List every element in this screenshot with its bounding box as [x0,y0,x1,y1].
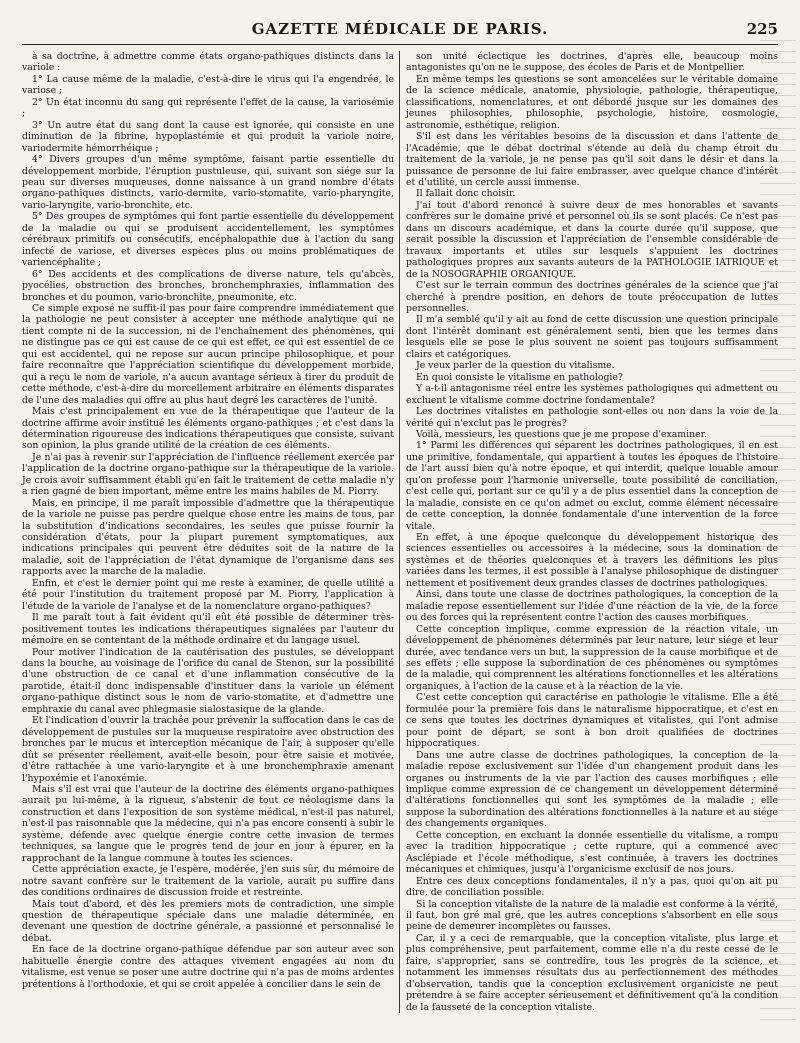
paragraph: Il me paraît tout à fait évident qu'il eût été possible de déterminer très-positivement toutes les indications thérapeutiques signalées par l'auteur du mémoire en se contentant de la méthode ordinaire et du langage usuel. [22,612,394,647]
paragraph: Cette conception implique, comme expression de la réaction vitale, un développement de phénomènes déterminés par leur nature, leur siége et leur durée, avec tendance vers un but, la suppression de la cause morbifique et de ses effets ; elle suppose la subordination de ces phénomènes ou symptômes de la maladie, qui comprennent les altérations fonctionnelles et les altérations organiques, à l'action de la cause et à la réaction de la vie. [406,623,778,692]
paragraph: Cette conception, en excluant la donnée essentielle du vitalisme, a rompu avec la tradition hippocratique ; cette rupture, qui a commencé avec Asclépiade et l'école méthodique, s'est continuée, à travers les doctrines mécaniques et chimiques, jusqu'à l'organicisme exclusif de nos jours. [406,829,778,876]
paragraph: Mais s'il est vrai que l'auteur de la doctrine des éléments organo-pathiques aurait pu lui-même, à la rigueur, s'abstenir de tout ce néologisme dans la construction et dans l'exposition de son système médical, n'est-il pas naturel, n'est-il pas raisonnable que la médecine, qui n'a pas encore consenti à subir le système, défende avec quelque énergie contre cette invasion de termes techniques, sa langue que le progrès tend de jour en jour à épurer, en la rapprochant de la langue commune à toutes les sciences. [22,784,394,864]
paragraph: 2° Un état inconnu du sang qui représente l'effet de la cause, la variosémie ; [22,96,394,120]
paragraph: Entre ces deux conceptions fondamentales, il n'y a pas, quoi qu'on ait pu dire, de conciliation possible. [406,875,778,899]
right-column [406,51,778,1013]
left-column [22,51,394,1013]
paragraph: son unité éclectique les doctrines, d'après elle, beaucoup moins antagonistes qu'on ne le suppose, des écoles de Paris et de Montpellier. [406,51,778,74]
paragraph: En quoi consiste le vitalisme en pathologie? [416,371,623,383]
paragraph: 4° Divers groupes d'un même symptôme, faisant partie essentielle du développement morbide, l'éruption pustuleuse, qui, suivant son siége sur la peau sur diverses muqueuses, donne naissance à un grand nombre d'états organo-pathiques distincts, vario-dermite, vario-stomatite, vario-pharyngite, vario-laryngite, vario-bronchite, etc. [22,154,394,211]
paragraph: C'est cette conception qui caractérise en pathologie le vitalisme. Elle a été formulée pour la première fois dans le naturalisme hippocratique, et c'est en ce sens que toutes les doctrines dynamiques et vitalistes, qui l'ont admise pour point de départ, se sont à bon droit qualifiées de doctrines hippocratiques. [406,692,778,750]
paragraph: Les doctrines vitalistes en pathologie sont-elles ou non dans la voie de la vérité qui n'exclut pas le progrès? [406,406,778,429]
paragraph: Y a-t-il antagonisme réel entre les systèmes pathologiques qui admettent ou excluent le vitalisme comme doctrine fondamentale? [406,383,778,406]
paragraph: Dans une autre classe de doctrines pathologiques, la conception de la maladie repose exclusivement sur l'idée d'un changement produit dans les organes ou instruments de la vie par l'action des causes morbifiques ; elle implique comme expression de ce changement un développement déterminé d'altérations fonctionnelles qui sont les symptômes de la maladie ; elle suppose la subordination des altérations fonctionnelles à la nature et au siége des changements organiques. [406,749,778,830]
facing-page-bleed [760,40,796,1020]
page-number: 225 [746,20,778,38]
paragraph: Pour motiver l'indication de la cautérisation des pustules, se développant dans la bouche, au voisinage de l'orifice du canal de Stenon, sur la possibilité d'une obstruction de ce canal et d'une inflammation consécutive de la parotide, était-il donc indispensable d'instituer dans la variole un élément organo-pathique distinct sous le nom de vario-stomatite, et d'admettre une emphraxie du canal avec phlegmasie sialostasique de la glande. [22,646,394,715]
column-divider [394,51,406,1013]
journal-title: GAZETTE MÉDICALE DE PARIS. [251,20,549,38]
paragraph: S'il est dans les véritables besoins de la discussion et dans l'attente de l'Académie, que le débat doctrinal s'étende au delà du champ étroit du traitement de la variole, je ne pense pas qu'il soit dans le désir et dans la puissance de personne de lui faire embrasser, avec quelque chance d'intérêt et d'utilité, un cercle aussi immense. [406,131,778,188]
paragraph: 1° Parmi les différences qui séparent les doctrines pathologiques, il en est une primitive, fondamentale, qui appartient à toutes les époques de l'histoire de l'art aussi bien qu'à notre époque, et qui interdit, quelque louable amour qu'on professe pour l'harmonie universelle, toute possibilité de conciliation, c'est celle qui, portant sur ce qu'il y a de plus essentiel dans la conception de la maladie, consiste en ce qu'on admet ou exclut, comme élément nécessaire de cette conception, la donnée fondamentale d'une intervention de la force vitale. [406,440,778,532]
paragraph: 6° Des accidents et des complications de diverse nature, tels qu'abcès, pyocélies, obstruction des bronches, bronchemphraxies, inflammation des bronches et du poumon, vario-bronchite, pneumonite, etc. [22,268,394,303]
paragraph: Je n'ai pas à revenir sur l'appréciation de l'influence réellement exercée par l'application de la doctrine organo-pathique sur la thérapeutique de la variole. Je crois avoir suffisamment établi qu'en fait le traitement de cette maladie n'y a rien gagné de bien important, même entre les mains habiles de M. Piorry. [22,451,394,498]
paragraph: Mais tout d'abord, et dès les premiers mots de contradiction, une simple question de thérapeutique spéciale dans une maladie déterminée, en devenant une question de doctrine générale, a passionné et personnalisé le débat. [22,898,394,944]
paragraph: En effet, à une époque quelconque du développement historique des sciences essentielles ou accessoires à la médecine, sous la domination de systèmes et de théories quelconques et à travers les définitions les plus variées dans les termes, il est possible à l'analyse philosophique de distinguer nettement et positivement deux grandes classes de doctrines pathologiques. [406,532,778,589]
paragraph: 3° Un autre état du sang dont la cause est ignorée, qui consiste en une diminution de la fibrine, hypoplastémie et qui produit la variole noire, variodermite hémorrhéique ; [22,119,394,154]
paragraph: C'est sur le terrain commun des doctrines générales de la science que j'ai cherché à prendre position, en dehors de toute préoccupation de luttes personnelles. [406,280,778,314]
paragraph: Si la conception vitaliste de la nature de la maladie est conforme à la vérité, il faut, bon gré mal gré, que les autres conceptions s'absorbent en elle sous peine de demeurer incomplètes ou fausses. [406,898,778,933]
paragraph: Ainsi, dans toute une classe de doctrines pathologiques, la conception de la maladie repose essentiellement sur l'idée d'une réaction de la vie, de la force ou des forces qui la représentent contre l'action des causes morbifiques. [406,589,778,624]
paragraph: Mais c'est principalement en vue de la thérapeutique que l'auteur de la doctrine affirme avoir institué les éléments organo-pathiques ; et c'est dans la détermination rigoureuse des indications thérapeutiques que consiste, suivant son opinion, la plus grande utilité de la création de ces éléments. [22,406,394,452]
paragraph: J'ai tout d'abord renoncé à suivre deux de mes honorables et savants confrères sur le domaine privé et personnel où ils se sont placés. Ce n'est pas dans un discours académique, et dans la courte durée qu'il suppose, que serait possible la discussion et l'appréciation de l'ensemble considérable de travaux importants et utiles sur lesquels s'appuient les doctrines pathologiques propres aux savants auteurs de la PATHOLOGIE IATRIQUE et de la NOSOGRAPHIE ORGANIQUE. [406,199,778,280]
paragraph: Cette appréciation exacte, je l'espère, modérée, j'en suis sûr, du mémoire de notre savant confrère sur le traitement de la variole, aurait pu suffire dans des conditions ordinaires de discussion froide et restreinte. [22,864,394,899]
paragraph: à sa doctrine, à admettre comme états organo-pathiques distincts dans la variole : [22,51,394,74]
page-header [22,14,778,45]
paragraph: Car, il y a ceci de remarquable, que la conception vitaliste, plus large et plus compréhensive, peut parfaitement, comme elle n'a du reste cessé de le faire, s'approprier, sans se contredire, tous les progrès de la science, et notamment les immenses résultats dus au perfectionnement des méthodes d'observation, tandis que la conception exclusivement organiciste ne peut prétendre à se faire accepter sérieusement et définitivement qu'à la condition de la fausseté de la conception vitaliste. [406,932,778,1013]
paragraph: Enfin, et c'est le dernier point qui me reste à examiner, de quelle utilité a été pour l'institution du traitement proposé par M. Piorry, l'application à l'étude de la variole de l'analyse et de la nomenclature organo-pathiques? [22,577,394,612]
paragraph: Et l'indication d'ouvrir la trachée pour prévenir la suffocation dans le cas de développement de pustules sur la muqueuse respiratoire avec obstruction des bronches par le mucus et interception mécanique de l'air, à supposer qu'elle dût se présenter réellement, avait-elle besoin, pour être saisie et motivée, d'être rattachée à une vario-laryngite et à une bronchemphraxie amenant l'hypoxémie et l'anoxémie. [22,715,394,784]
paragraph: Voilà, messieurs, les questions que je me propose d'examiner. [416,428,707,440]
paragraph: Il m'a semblé qu'il y ait au fond de cette discussion une question principale dont l'intérêt dominant est généralement senti, bien que les termes dans lesquels elle se pose le plus souvent ne soient pas toujours suffisamment clairs et catégoriques. [406,314,778,360]
paragraph: Ce simple exposé ne suffit-il pas pour faire comprendre immédiatement que la pathologie ne peut consister à accepter une méthode analytique qui ne tient compte ni de la succession, ni de l'enchaînement des phénomènes, qui ne distingue pas ce qui est cause de ce qui est effet, ce qui est essentiel de ce qui est accidentel, qui ne repose sur aucun principe philosophique, et pour faire reconnaître que l'appréciation scientifique du développement morbide, qui a reçu le nom de variole, n'a aucun avantage sérieux à tirer du produit de cette méthode, c'est-à-dire du morcellement arbitraire en éléments disparates de l'une des maladies qui offre au plus haut degré les caractères de l'unité. [22,302,394,406]
paragraph: Il fallait donc choisir. [416,188,516,200]
paragraph: 5° Des groupes de symptômes qui font partie essentielle du développement de la maladie ou qui se produisent accidentellement, les symptômes cérébraux primitifs ou consécutifs, encéphalopathie due à l'action du sang infecté de variose, et diverses espèces plus ou moins problématiques de variencéphalite ; [22,211,394,269]
paragraph: En face de la doctrine organo-pathique défendue par son auteur avec son habituelle énergie contre des attaques vivement engagées au nom du vitalisme, est venue se poser une autre doctrine qui n'a pas de moins ardentes prétentions à l'orthodoxie, et qui se croit appelée à concilier dans le sein de [22,944,394,990]
paragraph: 1° La cause même de la maladie, c'est-à-dire le virus qui l'a engendrée, le variose ; [22,73,394,97]
text-columns [22,51,778,1013]
paragraph: Mais, en principe, il me paraît impossible d'admettre que la thérapeutique de la variole ne puisse pas perdre quelque chose entre les mains de tous, par la substitution d'indications secondaires, les seules que puisse fournir la considération d'états, pour la plupart purement symptomatiques, aux indications principales qui peuvent être déduites soit de la nature de la maladie, soit de l'appréciation de l'état dynamique de l'organisme dans ses rapports avec la marche de la maladie. [22,497,394,578]
paragraph: Je veux parler de la question du vitalisme. [416,360,615,372]
paragraph: En même temps les questions se sont amoncelées sur le véritable domaine de la science médicale, anatomie, physiologie, pathologie, thérapeutique, classifications, nomenclatures, et ont débordé jusque sur les domaines des jeunes philosophies, philosophie, psychologie, histoire, cosmologie, astronomie, esthétique, religion. [406,73,778,131]
